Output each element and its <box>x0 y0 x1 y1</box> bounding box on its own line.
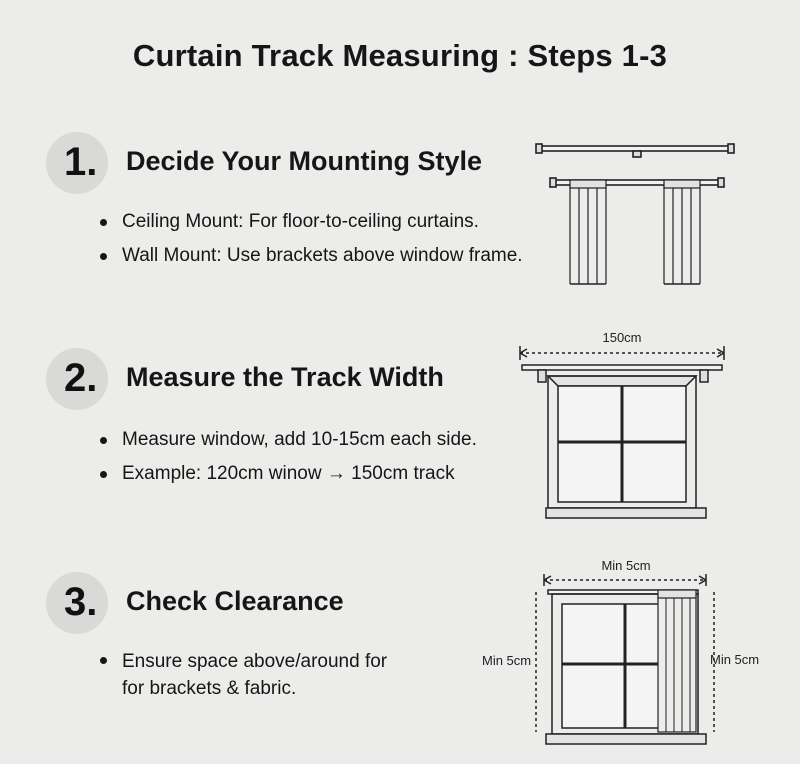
page-title: Curtain Track Measuring : Steps 1-3 <box>132 38 668 73</box>
step-bullets <box>94 210 523 278</box>
list-item: Wall Mount: Use brackets above window frame. <box>94 244 523 268</box>
list-item: Example: 120cm winow → 150cm track <box>94 462 477 486</box>
bullet-icon <box>100 437 107 444</box>
width-label: 150cm <box>602 330 642 345</box>
step-bullets <box>94 428 477 496</box>
step-bullets <box>94 648 387 712</box>
clearance-left-label: Min 5cm <box>482 653 532 668</box>
step-heading: Check Clearance <box>126 586 344 616</box>
window-clearance-illustration <box>480 556 780 756</box>
bullet-icon <box>100 219 107 226</box>
bullet-icon <box>100 253 107 260</box>
ceiling-mount-track-illustration <box>530 136 750 286</box>
step-number: 2. <box>64 356 98 400</box>
list-item: Ceiling Mount: For floor-to-ceiling curtains. <box>94 210 523 234</box>
bullet-icon <box>100 471 107 478</box>
bullet-icon <box>100 657 107 664</box>
list-item: for brackets & fabric. <box>122 678 297 699</box>
list-item: Ensure space above/around for <box>94 648 387 675</box>
step-number: 1. <box>64 140 98 184</box>
step-heading: Measure the Track Width <box>126 362 444 392</box>
clearance-top-label: Min 5cm <box>601 558 651 573</box>
step-number: 3. <box>64 580 98 624</box>
step-heading: Decide Your Mounting Style <box>126 146 483 176</box>
window-width-illustration <box>512 328 732 528</box>
list-item: Measure window, add 10-15cm each side. <box>94 428 477 452</box>
clearance-right-label: Min 5cm <box>710 652 760 667</box>
